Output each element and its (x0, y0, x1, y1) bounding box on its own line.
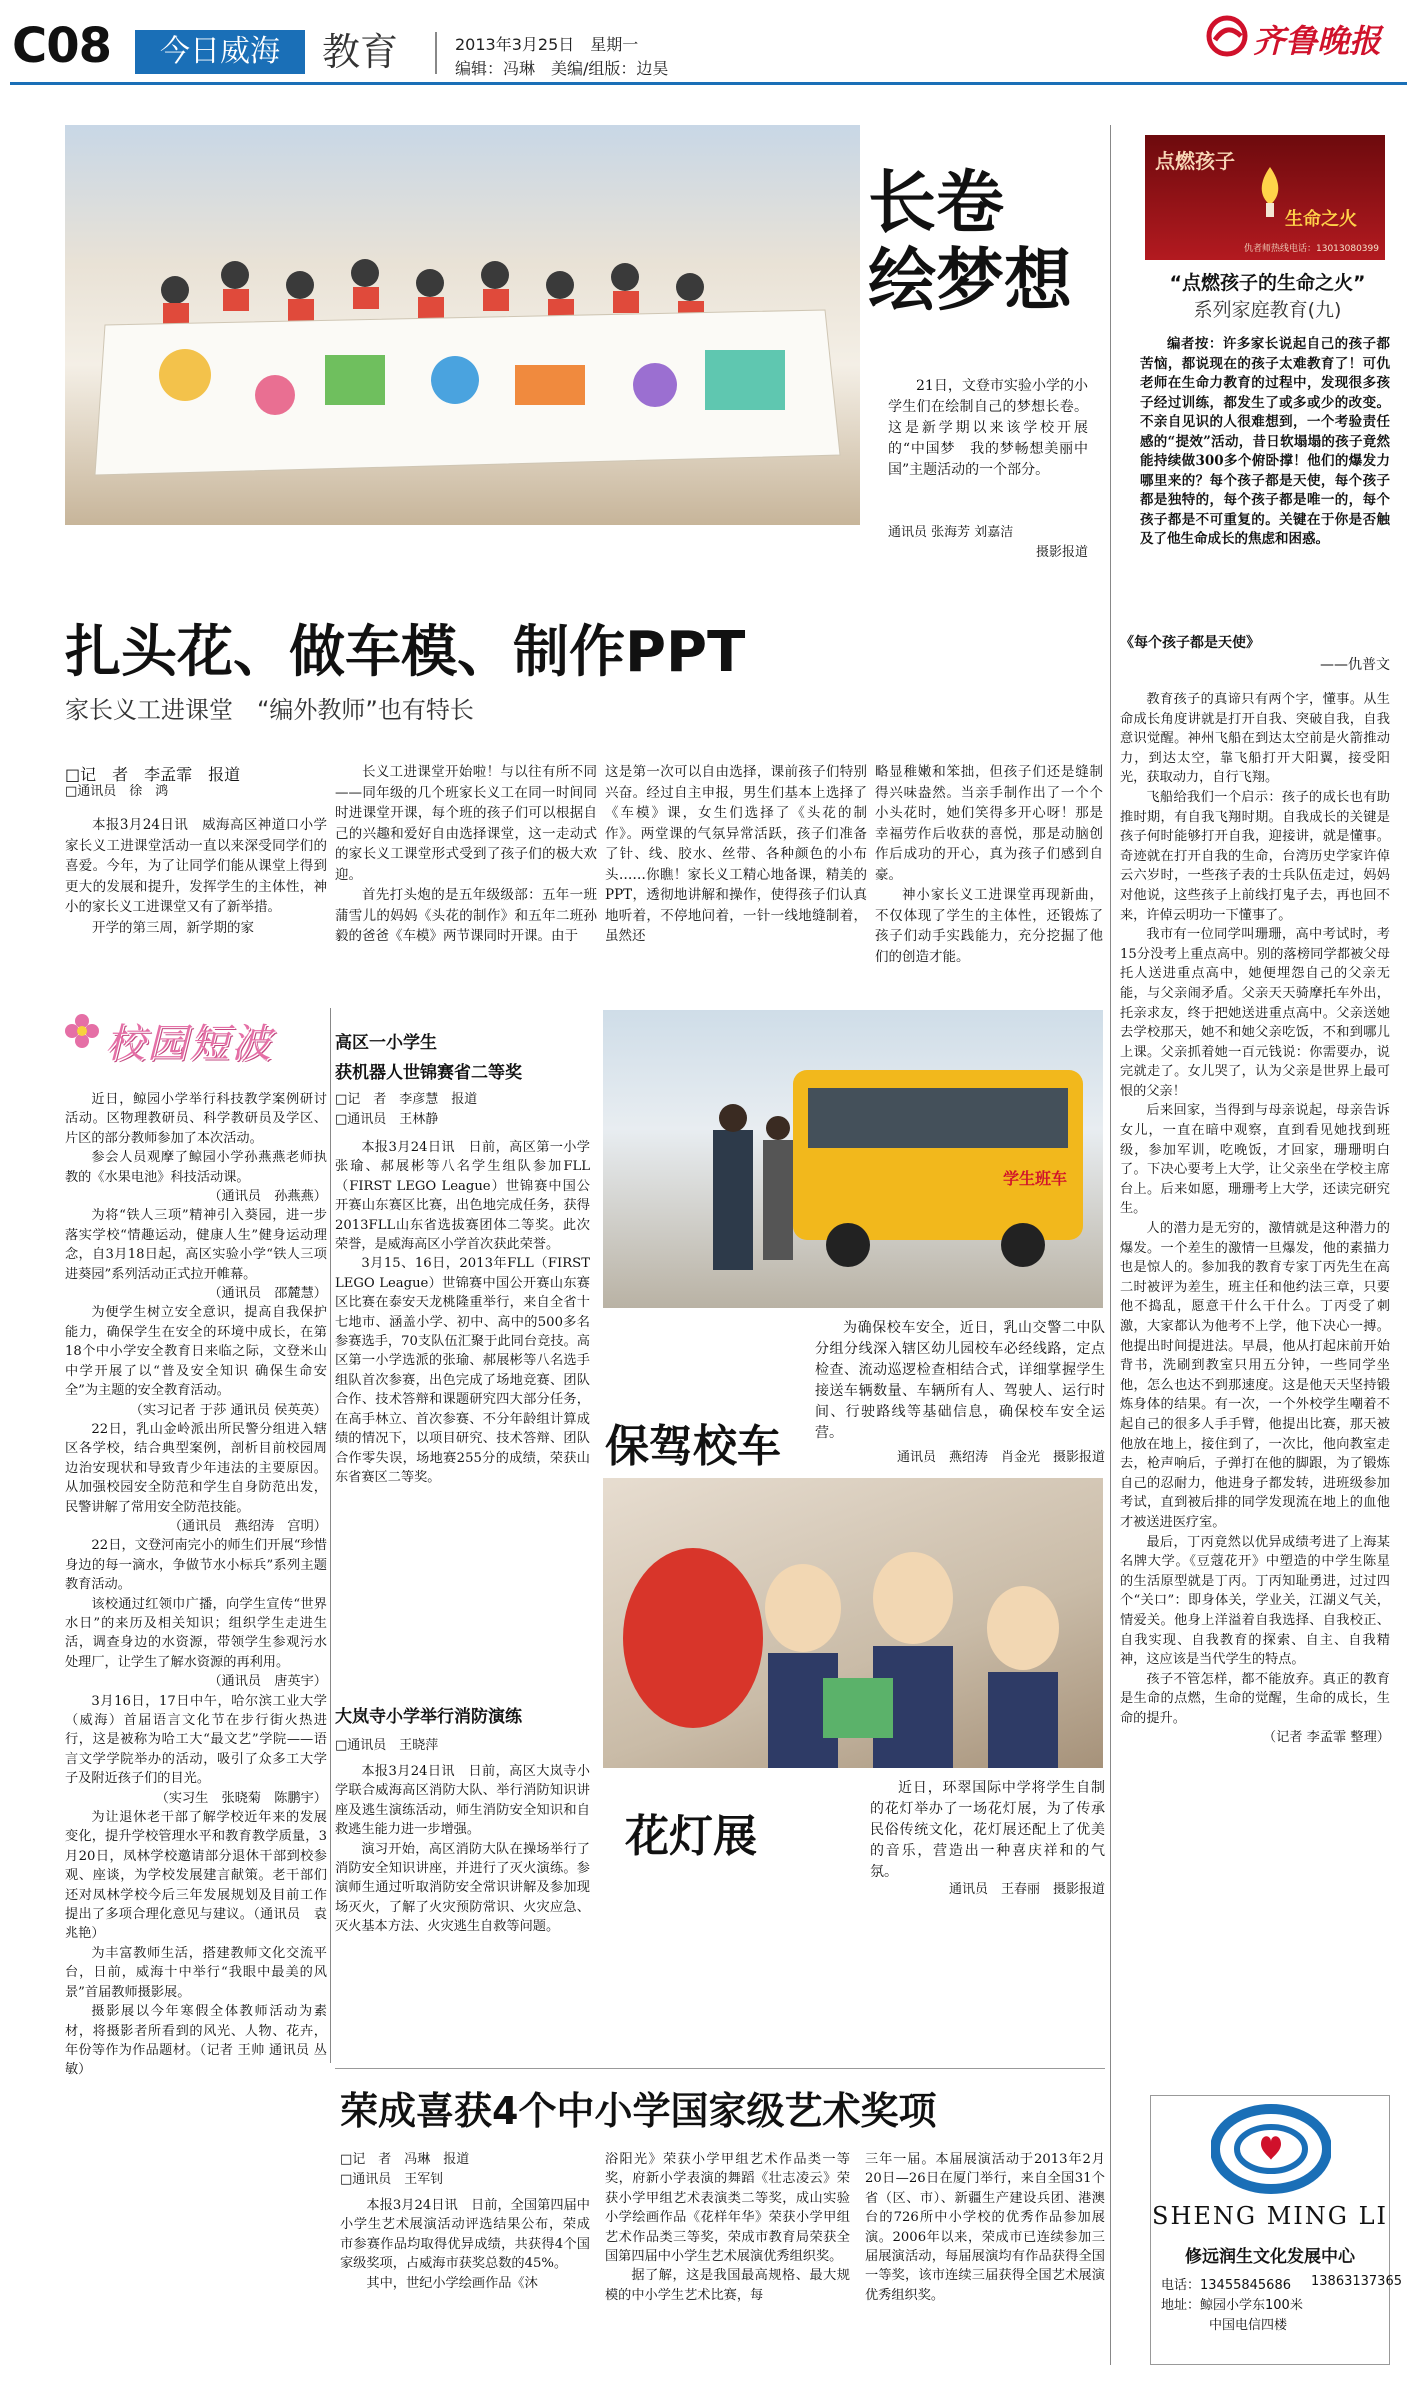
art-paragraph: 浴阳光》荣获小学甲组艺术作品类一等奖，府新小学表演的舞蹈《壮志凌云》荣获小学甲组艺术表演类二等奖，成山实验小学绘画作品《花样年华》荣获小学甲组艺术作品类三等奖，荣成市教育局荣获全国第四届中小学生艺术展演优秀组织奖。 (605, 2152, 850, 2265)
feature-title (868, 165, 1128, 321)
masthead (0, 0, 1417, 85)
main-paragraph: 开学的第三周，新学期的家 (92, 919, 254, 936)
robot-story-title-1: 高区一小学生 (335, 1033, 437, 1053)
campus-news-credit: （实习生 张晓菊 陈鹏宇） (155, 1790, 327, 1806)
sidebar-article-body (1120, 690, 1390, 1748)
page-editors: 编辑：冯琳 美编/组版：边昊 (455, 59, 669, 78)
robot-paragraph: 本报3月24日讯 日前，高区第一小学张瑜、郝展彬等八名学生组队参加FLL（FIRST LEGO League）世锦赛中国公开赛山东赛区比赛，出色地完成任务，获得2013FLL山东省选拔赛团体二等奖。此次荣誉，是威海高区小学首次获此荣誉。 (335, 1140, 590, 1253)
campus-news-header (65, 1008, 325, 1080)
ad-address: 地址：鲸园小学东100米 (1161, 2298, 1303, 2313)
feature-credit-1: 通讯员 张海芳 刘嘉洁 (888, 525, 1014, 540)
flower-icon (65, 1014, 99, 1048)
main-byline-1: □记 者 李孟霏 报道 (65, 765, 241, 784)
sidebar-logo (1145, 135, 1385, 260)
series-subtitle: 系列家庭教育(九) (1193, 299, 1342, 321)
robot-paragraph: 3月15、16日，2013年FLL（FIRST LEGO League）世锦赛中国公开赛山东赛区比赛在泰安天龙桃隆重举行，来自全省十七地市、涵盖小学、初中、高中的500多名参赛选手，70支队伍汇聚于此同台竞技。高区第一小学选派的张瑜、郝展彬等八名选手组队首次参赛，出色完成了场地竞赛、团队合作、技术答辩和课题研究四大部分任务，在高手林立、首次参赛、不分年龄组计算成绩的情况下，以项目研究、技术答辩、团队合作零失误，场地赛255分的成绩，荣获山东省赛区二等奖。 (335, 1256, 590, 1485)
sidebar-ad (1150, 2095, 1402, 2365)
ad-phone-1: 电话：13455845686 (1161, 2278, 1291, 2293)
art-paragraph: 三年一届。本届展演活动于2013年2月20日—26日在厦门举行，来自全国31个省（区、市）、新疆生产建设兵团、港澳台的726所中小学校的优秀作品参加展演。2006年以来，荣成市已连续参加三届展演活动，每届展演均有作品获得全国一等奖，该市连续三届获得全国艺术展演优秀组织奖。 (865, 2152, 1105, 2303)
campus-news-item: 摄影展以今年寒假全体教师活动为素材，将摄影者所看到的风光、人物、花卉，年份等作为作品题材。（记者 王帅 通讯员 丛敏） (65, 2004, 327, 2078)
campus-news-item: 22日，乳山金岭派出所民警分组进入辖区各学校，结合典型案例，剖析目前校园周边治安现状和导致青少年违法的主要原因。从加强校园安全防范和学生自身防范出发，民警讲解了常用安全防范技能。 (65, 1421, 327, 1515)
main-paragraph: 长义工进课堂开始啦！与以往有所不同——同年级的几个班家长义工在同一时间同时进课堂开课，每个班的孩子们可以根据自己的兴趣和爱好自由选择课堂，这一走动式的家长义工课堂形式受到了孩子们的极大欢迎。 (335, 764, 597, 883)
fire-story-title: 大岚寺小学举行消防演练 (335, 1707, 522, 1727)
sidebar-paragraph: 最后，丁丙竟然以优异成绩考进了上海某名牌大学。《豆蔻花开》中塑造的中学生陈星的生活原型就是丁丙。丁丙知耻勇进，过过四个“关口”：即身体关，学业关，江湖义气关，情爱关。他身上洋溢着自我选择、自我校正、自我实现、自我教育的探索、自主、自我精神，这应该是当代学生的特点。 (1120, 1534, 1390, 1668)
ad-address-2: 中国电信四楼 (1209, 2318, 1288, 2333)
bus-sign: 学生班车 (1003, 1169, 1068, 1188)
sidebar-paragraph: 教育孩子的真谛只有两个字，懂事。从生命成长角度讲就是打开自我、突破自我，自我意识觉醒。神州飞船在到达太空前是火箭推动力，到达太空，靠飞船打开大阳翼，接受阳光，获取动力，自行飞翔。 (1120, 692, 1390, 786)
campus-news-item: 该校通过红领巾广播，向学生宣传“世界水日”的来历及相关知识；组织学生走进生活，调查身边的水资源，带领学生参观污水处理厂，让学生了解水资源的再利用。 (65, 1596, 327, 1670)
art-col2 (605, 2150, 850, 2305)
campus-news-list (65, 1090, 327, 2080)
sidebar-logo-text: 点燃孩子 (1155, 149, 1235, 173)
fire-paragraph: 本报3月24日讯 日前，高区大岚寺小学联合威海高区消防大队、举行消防知识讲座及逃生演练活动，师生消防安全知识和自救逃生能力进一步增强。 (335, 1764, 590, 1838)
school-bus-photo (603, 1010, 1103, 1308)
campus-news-credit: （通讯员 邵麓慧） (208, 1286, 327, 1302)
editor-note: 编者按：许多家长说起自己的孩子都苦恼，都说现在的孩子太难教育了！可仇老师在生命力教育的过程中，发现很多孩子经过训练，都发生了或多或少的改变。不亲自见识的人很难想到，一个考验责任感的“提效”活动，昔日软塌塌的孩子竟然能持续做300多个俯卧撑！他们的爆发力哪里来的？每个孩子都是天使，每个孩子都是独特的，每个孩子都是唯一的，每个孩子都是不可重复的。关键在于你是否触及了他生命成长的焦虑和困惑。 (1140, 336, 1390, 547)
main-paragraph: 略显稚嫩和笨拙，但孩子们还是缝制得兴味盎然。当亲手制作出了一个个小头花时，她们笑得多开心呀！那是幸福劳作后收获的喜悦，那是动脑创作后成功的开心，真为孩子们感到自豪。 (875, 764, 1103, 883)
lantern-feature-title: 花灯展 (625, 1811, 757, 1862)
sidebar-logo-footer: 仇者师热线电话：13013080399 (1244, 244, 1379, 254)
main-paragraph: 神小家长义工进课堂再现新曲，不仅体现了学生的主体性，还锻炼了孩子们动手实践能力，充分挖掘了他们的创造才能。 (875, 887, 1103, 965)
column-divider (330, 1008, 331, 2063)
robot-byline-2: □通讯员 王林静 (335, 1112, 439, 1127)
feature-title-line1: 长卷 (868, 164, 1005, 243)
lantern-feature-credit: 通讯员 王春丽 摄影报道 (948, 1882, 1105, 1897)
feature-caption: 21日，文登市实验小学的小学生们在绘制自己的梦想长卷。这是新学期以来该学校开展的“中国梦 我的梦畅想美丽中国”主题活动的一个部分。 (888, 378, 1088, 478)
art-col3 (865, 2150, 1105, 2305)
ad-brand: SHENG MING LI (1152, 2202, 1388, 2230)
campus-news-credit: （实习记者 于莎 通讯员 侯英英） (129, 1402, 327, 1418)
candle-flame-icon (1250, 165, 1290, 219)
campus-news-title: 校园短波 (105, 1021, 273, 1067)
sidebar-paragraph: 人的潜力是无穷的，激情就是这种潜力的爆发。一个差生的激情一旦爆发，他的素描力也是惊人的。参加我的教育专家丁丙先生在高二时被评为差生，班主任和他约法三章，只要他不捣乱，愿意干什么干什么。丁丙受了刺激，大家都认为他考不上学，他下决心一搏。他提出时间提进法。早晨，他从打起床前开始背书，洗刷到教室只用五分钟，一些同学坐他，怎么也达不到那速度。这是他天天坚持锻炼身体的结果。有一次，一个外校学生嘲着不起自己的很多人手手臂，他提出比赛，那天被他放在地上，接住到了，一次比，他向教室走去，枪声响后，子弹打在他的脚跟，为了锻炼自己的忍耐力，他进身子都发转，进班级参加考试，直到被后排的同学发现流在地上的血他才被送进医疗室。 (1120, 1221, 1390, 1530)
series-title: “点燃孩子的生命之火” (1169, 272, 1366, 294)
feature-title-line2: 绘梦想 (868, 242, 1073, 321)
bus-feature-caption: 为确保校车安全，近日，乳山交警二中队分组分线深入辖区幼儿园校车必经线路，定点检查、流动巡逻检查相结合式，详细掌握学生接送车辆数量、车辆所有人、驾驶人、运行时间、行驶路线等基础信息，确保校车安全运营。 (815, 1320, 1105, 1441)
art-paragraph: 据了解，这是我国最高规格、最大规模的中小学生艺术比赛，每 (605, 2268, 850, 2303)
paper-name: 齐鲁晚报 (1253, 22, 1382, 60)
main-paragraph: 首先打头炮的是五年级级部：五年一班蒲雪儿的妈妈《头花的制作》和五年二班孙毅的爸爸《车模》两节课同时开课。由于 (335, 887, 597, 944)
sidebar-paragraph: 后来回家，当得到与母亲说起，母亲告诉女儿，一直在暗中观察，直到看见她找到班级，参加军训，吃晚饭，才回家，珊珊明白了。下决心要考上大学，让父亲坐在学校主席台上。后来如愿，珊珊考上大学，还读完研究生。 (1120, 1103, 1390, 1217)
paper-logo (1205, 14, 1405, 60)
bus-feature-title: 保驾校车 (605, 1421, 781, 1472)
lantern-illustration (603, 1478, 1103, 1768)
paper-logo-icon (1205, 14, 1249, 58)
sidebar-recorder: （记者 李孟霏 整理） (1262, 1730, 1390, 1746)
sidebar-paragraph: 孩子不管怎样，都不能放弃。真正的教育是生命的点燃，生命的觉醒，生命的成长，生命的提升。 (1120, 1671, 1390, 1726)
art-paragraph: 本报3月24日讯 日前，全国第四届中小学生艺术展演活动评选结果公布，荣成市参赛作品均取得优异成绩，共获得4个国家级奖项，占威海市获奖总数的45%。 (340, 2198, 590, 2272)
campus-news-item: 为丰富教师生活，搭建教师文化交流平台，日前，威海十中举行“我眼中最美的风景”首届教师摄影展。 (65, 1945, 327, 2000)
campus-news-item: 为让退休老干部了解学校近年来的发展变化，提升学校管理水平和教育教学质量，3月20日，凤林学校邀请部分退休干部到校参观、座谈，为学校发展建言献策。老干部们还对凤林学校今后三年发展规划及目前工作提出了多项合理化意见与建议。（通讯员 袁兆艳） (65, 1810, 327, 1942)
sidebar-article-title: 《每个孩子都是天使》 (1120, 635, 1260, 651)
category-label: 教育 (322, 30, 399, 74)
campus-news-item: 参会人员观摩了鲸园小学孙燕燕老师执教的《水果电池》科技活动课。 (65, 1150, 327, 1185)
bus-illustration (603, 1010, 1103, 1308)
robot-story-title-2: 获机器人世锦赛省二等奖 (335, 1063, 522, 1083)
sidebar-paragraph: 我市有一位同学叫珊珊，高中考试时，考15分没考上重点高中。别的落榜同学都被父母托人送进重点高中，她便埋怨自己的父亲无能，与父亲闹矛盾。父亲天天骑摩托车外出，托亲求友，终于把她送进重点高中。父亲送她去学校那天，她不和她父亲吃饭，不和到哪儿上课。父亲抓着她一百元钱说：你需要办，说完就走了。女儿哭了，认为父亲是世界上最可恨的父亲！ (1120, 927, 1390, 1099)
ad-company: 修远润生文化发展中心 (1185, 2247, 1355, 2267)
sidebar-logo-sub: 生命之火 (1285, 209, 1357, 230)
art-headline: 荣成喜获4个中小学国家级艺术奖项 (340, 2089, 937, 2133)
fire-byline: □通讯员 王晓萍 (335, 1738, 439, 1753)
issue-date: 2013年3月25日 星期一 (455, 35, 639, 54)
robot-byline-1: □记 者 李彦慧 报道 (335, 1092, 478, 1107)
main-headline: 扎头花、做车模、制作PPT (65, 620, 746, 685)
fire-story-body (335, 1762, 590, 1937)
campus-news-credit: （通讯员 孙燕燕） (208, 1189, 327, 1205)
lantern-feature-caption: 近日，环翠国际中学将学生自制的花灯举办了一场花灯展，为了传承民俗传统文化，花灯展还配上了优美的音乐，营造出一种喜庆祥和的气氛。 (870, 1780, 1105, 1880)
children-painting-photo (65, 125, 860, 525)
painting-illustration (65, 125, 860, 525)
art-byline-2: □通讯员 王军钊 (340, 2172, 444, 2187)
page-code: C08 (12, 18, 112, 74)
sidebar-article-author: ——仇普文 (1320, 657, 1390, 673)
sidebar-paragraph: 飞船给我们一个启示：孩子的成长也有助推时期，有自我飞翔时期。自我成长的关键是孩子何时能够打开自我，迎接讲，就是懂事。奇迹就在打开自我的生命，台湾历史学家许倬云六岁时，一些孩子表的士兵队伍走过，妈妈对他说，这些孩子上前线打鬼子去，再也回不来，许倬云明功一下懂事了。 (1120, 789, 1390, 923)
main-story-col3 (605, 762, 867, 947)
masthead-divider (435, 32, 437, 74)
campus-news-item: 近日，鲸园小学举行科技教学案例研讨活动。区物理教研员、科学教研员及学区、片区的部分教师参加了本次活动。 (65, 1092, 327, 1146)
campus-news-item: 为便学生树立安全意识，提高自我保护能力，确保学生在安全的环境中成长，在第18个中小学安全教育日来临之际，文登米山中学开展了以“普及安全知识 确保生命安全”为主题的安全教育活动。 (65, 1305, 327, 1399)
art-col1 (340, 2196, 590, 2293)
main-story-col4 (875, 762, 1103, 967)
ad-logo-icon (1211, 2104, 1331, 2194)
masthead-rule (10, 82, 1407, 85)
main-story-col2 (335, 762, 597, 947)
section-tab: 今日威海 (135, 30, 305, 74)
campus-news-item: 3月16日，17日中午，哈尔滨工业大学（威海）首届语言文化节在步行街火热进行，这是被称为哈工大“最文艺”学院——语言文学学院举办的活动，吸引了众多工大学子及附近孩子们的目光。 (65, 1693, 327, 1787)
campus-news-credit: （通讯员 燕绍涛 宫明） (168, 1518, 327, 1534)
art-byline-1: □记 者 冯琳 报道 (340, 2152, 470, 2167)
main-paragraph: 这是第一次可以自由选择，课前孩子们特别兴奋。经过自主申报，男生们基本上选择了《车模》课，女生们选择了《头花的制作》。两堂课的气氛异常活跃，孩子们准备了针、线、胶水、丝带、各种颜色的小布头……你瞧！家长义工精心地备课，精美的PPT，透彻地讲解和操作，使得孩子们认真地听着，不停地问着，一针一线地缝制着，虽然还 (605, 764, 867, 944)
ad-phone-2: 13863137365 (1311, 2274, 1402, 2289)
campus-news-item: 为将“铁人三项”精神引入葵园，进一步落实学校“情趣运动，健康人生”健身运动理念，自3月18日起，高区实验小学“铁人三项进葵园”系列活动正式拉开帷幕。 (65, 1208, 327, 1282)
lantern-photo (603, 1478, 1103, 1768)
bus-feature-credit: 通讯员 燕绍涛 肖金光 摄影报道 (896, 1450, 1105, 1465)
main-paragraph: 本报3月24日讯 威海高区神道口小学家长义工进课堂活动一直以来深受同学们的喜爱。今年，为了让同学们能从课堂上得到更大的发展和提升，发挥学生的主体性，神小的家长义工进课堂又有了新举措。 (65, 817, 327, 915)
feature-credit-2: 摄影报道 (1035, 545, 1088, 560)
sidebar-divider (1110, 125, 1111, 2365)
campus-news-credit: （通讯员 唐英宇） (208, 1674, 327, 1690)
robot-story-body (335, 1138, 590, 1487)
main-byline-2: □通讯员 徐 鸿 (65, 784, 169, 799)
main-subhead: 家长义工进课堂 “编外教师”也有特长 (65, 696, 474, 724)
art-paragraph: 其中，世纪小学绘画作品《沐 (366, 2275, 538, 2291)
main-story-col1 (65, 815, 327, 938)
campus-news-item: 22日，文登河南完小的师生们开展“珍惜身边的每一滴水，争做节水小标兵”系列主题教育活动。 (65, 1538, 327, 1593)
art-section-rule (335, 2068, 1105, 2069)
fire-paragraph: 演习开始，高区消防大队在操场举行了消防安全知识讲座，并进行了灭火演练。参演师生通过听取消防安全常识讲解及参加现场灭火，了解了火灾预防常识、火灾应急、灭火基本方法、火灾逃生自救等问题。 (335, 1841, 590, 1935)
